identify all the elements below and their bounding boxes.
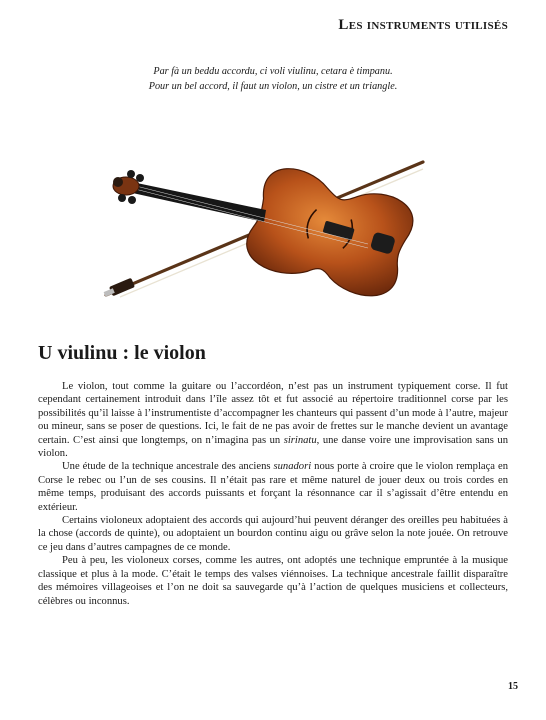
page-number: 15	[508, 681, 518, 692]
epigraph-french: Pour un bel accord, il faut un violon, un cistre et un triangle.	[148, 81, 398, 92]
paragraph: Peu à peu, les violoneux corses, comme les autres, ont adoptés une technique empruntée à la musique classique et plus à la mode. C’était le temps des valses viénnoises. La technique ancestrale faillit disparaître des mémoires villageoises et l’on ne doit sa sauvegarde qu’à l’action de quelques musiciens et collecteurs, célèbres ou inconnus.	[38, 555, 508, 607]
paragraph: Le violon, tout comme la guitare ou l’accordéon, n’est pas un instrument typiquement corse. Il fut cependant certainement introduit dans l’île assez tôt et fut associé au répertoire traditionnel corse par les possibilités qu’il laisse à l’instrumentiste d’accompagner les chanteurs qui passent d’un mode à l’autre, majeur ou mineur, sans se poser de questions. Ici, le fait de ne pas avoir de frettes sur le manche devient un avantage certain. C’est ainsi que longtemps, on n’imagina pas un sirinatu, une danse voire une improvisation sans un violon.	[38, 381, 509, 460]
term-sirinatu: sirinatu	[283, 434, 317, 446]
epigraph	[0, 64, 546, 94]
section-title: U viulinu : le violon	[38, 342, 206, 364]
paragraph: Certains violoneux adoptaient des accords qui aujourd’hui peuvent déranger des oreilles peu habituées à la chose (accords de quinte), ou adoptaient un bourdon continu aigu ou grâve selon la note jouée. On retrouve ce jeu dans d’autres campagnes de ce monde.	[38, 515, 508, 553]
term-sunadori: sunadori	[273, 461, 312, 473]
body-text	[38, 380, 508, 608]
running-head: Les instruments utilisés	[338, 17, 508, 33]
epigraph-corsican: Par fà un beddu accordu, ci voli viulinu, cetara è timpanu.	[153, 66, 393, 77]
paragraph: Une étude de la technique ancestrale des anciens sunadori nous porte à croire que le violon remplaça en Corse le rebec ou l’un de ses cousins. Il n’était pas rare et même naturel de jouer deux ou trois cordes en même temps, produisant des accords puissants et forçant la résonnance car il s’agissait d’être entendu en extérieur.	[38, 461, 508, 513]
violin-illustration	[98, 160, 448, 310]
